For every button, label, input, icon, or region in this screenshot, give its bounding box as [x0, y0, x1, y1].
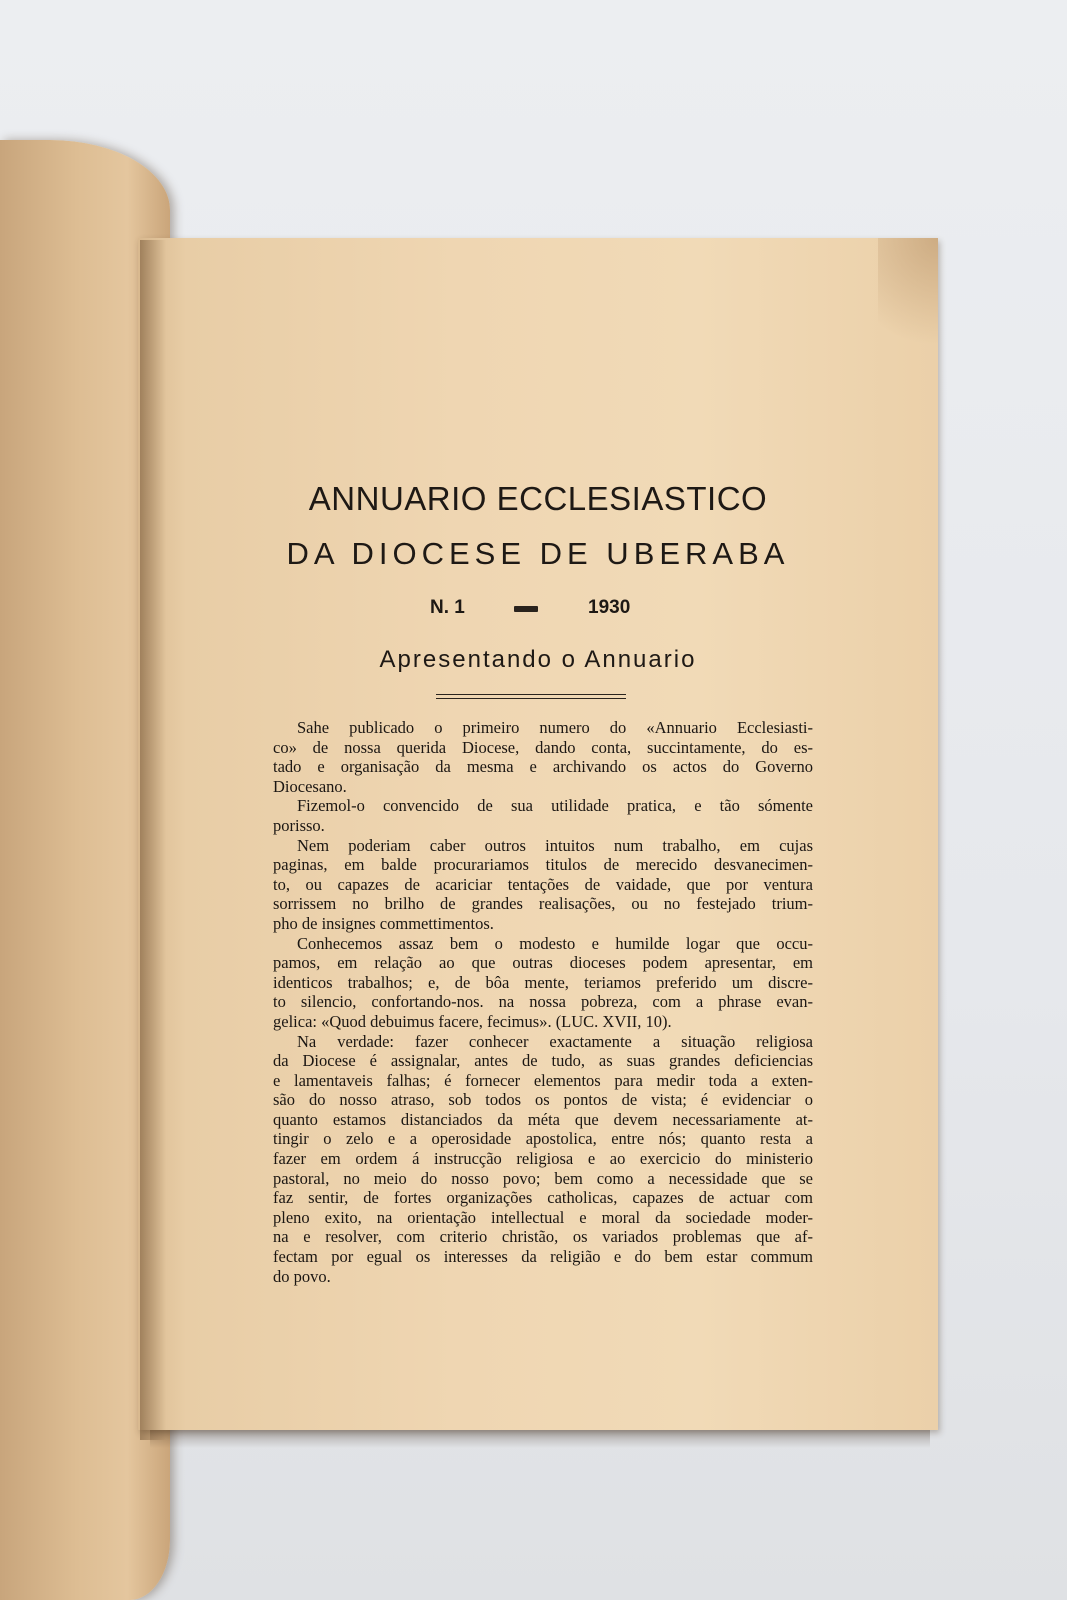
- text-line: pamos, em relação ao que outras dioceses podem apresentar, em: [273, 953, 813, 973]
- body-text: [273, 718, 813, 1286]
- title-line-2: DA DIOCESE DE UBERABA: [286, 536, 790, 571]
- text-line: da Diocese é assignalar, antes de tudo, as suas grandes deficiencias: [273, 1051, 813, 1071]
- text-line: sorrissem no brilho de grandes realisações, ou no festejado trium-: [273, 894, 813, 914]
- text-line: Na verdade: fazer conhecer exactamente a situação religiosa: [297, 1031, 813, 1051]
- text-line: Conhecemos assaz bem o modesto e humilde logar que occu-: [297, 933, 813, 953]
- issue-number: N. 1: [430, 597, 465, 618]
- text-line: gelica: «Quod debuimus facere, fecimus». (LUC. XVII, 10).: [273, 1011, 672, 1031]
- paragraph: [273, 796, 813, 835]
- text-line: to, ou capazes de acariciar tentações de vaidade, que por ventura: [273, 874, 813, 894]
- text-line: fazer em ordem á instrucção religiosa e ao exercicio do ministerio: [273, 1149, 813, 1169]
- text-line: fectam por egual os interesses da religião e do bem estar commum: [273, 1247, 813, 1267]
- page-content: [138, 238, 938, 1430]
- text-line: Diocesano.: [273, 776, 347, 796]
- text-line: tingir o zelo e a operosidade apostolica, entre nós; quanto resta a: [273, 1129, 813, 1149]
- paragraph: [273, 836, 813, 934]
- text-line: to silencio, confortando-nos. na nossa pobreza, com a phrase evan-: [273, 992, 813, 1012]
- text-line: identicos trabalhos; e, de bôa mente, teriamos preferido um discre-: [273, 972, 813, 992]
- text-line: paginas, em balde procurariamos titulos de merecido desvanecimen-: [273, 855, 813, 875]
- page-gutter-shadow: [140, 240, 166, 1440]
- text-line: na e resolver, com criterio christão, os variados problemas que af-: [273, 1227, 813, 1247]
- text-line: e lamentaveis falhas; é fornecer elementos para medir toda a exten-: [273, 1070, 813, 1090]
- text-line: são do nosso atraso, sob todos os pontos de vista; é evidenciar o: [273, 1090, 813, 1110]
- title-line-1: ANNUARIO ECCLESIASTICO: [308, 480, 768, 517]
- text-line: Fizemol-o convencido de sua utilidade pratica, e tão sómente: [297, 796, 813, 816]
- text-line: do povo.: [273, 1266, 331, 1286]
- text-line: Nem poderiam caber outros intuitos num trabalho, em cujas: [297, 835, 813, 855]
- issue-year: 1930: [588, 597, 631, 618]
- paragraph: [273, 1032, 813, 1287]
- text-line: quanto estamos distanciados da méta que devem necessariamente at-: [273, 1109, 813, 1129]
- issue-separator: [514, 606, 538, 612]
- paragraph: [273, 934, 813, 1032]
- paragraph: [273, 718, 813, 796]
- issue-line: [138, 594, 938, 622]
- document-page: [138, 238, 938, 1430]
- text-line: pho de insignes commettimentos.: [273, 913, 494, 933]
- text-line: pastoral, no meio do nosso povo; bem como a necessidade que se: [273, 1168, 813, 1188]
- text-line: tado e organisação da mesma e archivando os actos do Governo: [273, 757, 813, 777]
- text-line: pleno exito, na orientação intellectual e moral da sociedade moder-: [273, 1207, 813, 1227]
- section-title: Apresentando o Annuario: [379, 646, 697, 673]
- text-line: faz sentir, de fortes organizações catholicas, capazes de actuar com: [273, 1188, 813, 1208]
- title-rule: [436, 694, 626, 699]
- text-line: porisso.: [273, 815, 325, 835]
- text-line: co» de nossa querida Diocese, dando conta, succintamente, do es-: [273, 737, 813, 757]
- text-line: Sahe publicado o primeiro numero do «Annuario Ecclesiasti-: [297, 718, 813, 737]
